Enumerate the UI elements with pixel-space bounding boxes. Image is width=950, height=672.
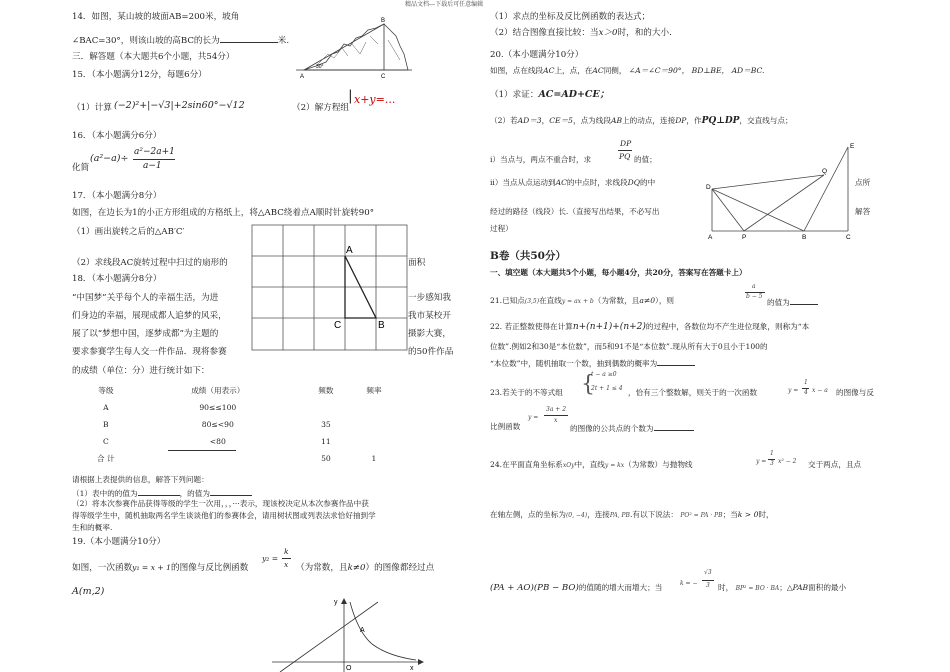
- q18-line5: 的成绩（单位：分）进行统计如下：: [72, 366, 210, 376]
- q23-fn2-den: x: [554, 417, 558, 424]
- rotation-grid: [252, 225, 408, 351]
- slope-figure: [296, 14, 414, 80]
- page-header: 精品文档---下载后可任意编辑: [405, 1, 484, 8]
- graph-label-o: O: [346, 665, 352, 672]
- q23-sys-1: t − a ≥0: [591, 371, 617, 378]
- q21-frac-num: a: [752, 283, 756, 290]
- q24-kval-num: √3: [704, 569, 712, 576]
- q20-ii-line2: 经过的路径（线段）长.（直接写出结果，不必写出: [490, 207, 660, 216]
- q23-fn-den: 4: [804, 389, 808, 396]
- table-cell: [134, 450, 302, 467]
- q24-par-post: x² − 2: [778, 458, 797, 465]
- fig-label-d: D: [706, 184, 711, 191]
- table-cell: 90≤≤100: [199, 403, 237, 412]
- q18-line4-end: 的50件作品: [408, 347, 454, 357]
- q16-expr: (a²−a)÷: [90, 153, 129, 164]
- q18-line2: 们身边的幸福，展现成都人追梦的风采，: [72, 311, 227, 321]
- grid-label-a: A: [346, 245, 353, 256]
- slope-label-c: C: [381, 74, 386, 80]
- q17-title: 17．（本小题满分8分）: [72, 191, 162, 201]
- grid-label-c: C: [334, 320, 342, 331]
- q24-line1-a: 24.在平面直角坐标系xOy中，直线y = kx（为常数）与抛物线: [490, 460, 693, 469]
- table-cell: [350, 416, 398, 433]
- q19-x: x: [284, 560, 289, 569]
- section-b1-title: 一、填空题（本大题共5个小题，每小题4分，共20分，答案写在答题卡上）: [490, 268, 747, 277]
- system-brace-icon: |: [348, 88, 353, 104]
- q23-text-a: 23.若关于的不等式组: [490, 388, 563, 397]
- q24-kval-pre: k = −: [680, 580, 698, 587]
- q18-line3: 展了以“梦想中国，逐梦成都”为主题的: [72, 329, 219, 339]
- fig-label-q: Q: [822, 168, 828, 175]
- q23-fn2-bar: [544, 415, 568, 416]
- q15-title: 15．（本小题满分12分，每题6分）: [72, 70, 207, 80]
- q19-point: A(m,2): [72, 586, 105, 597]
- q19-k: k: [284, 547, 289, 556]
- q20-i-den: PQ: [619, 152, 631, 161]
- q19-part2: （2）结合图像直接比较：当x＞0时，和的大小.: [490, 28, 672, 38]
- q23-blank: [654, 422, 694, 431]
- q21-text: 21.已知点(3,5)在直线y = ax + b（为常数，且a≠0），则: [490, 296, 675, 305]
- q21-frac-den: b − 5: [746, 293, 763, 300]
- part-b-title: B卷（共50分）: [490, 250, 566, 262]
- q16-fraction-bar: [133, 159, 175, 160]
- q22-blank: [657, 357, 695, 366]
- table-cell: C: [102, 437, 109, 446]
- table-header-cell: 频数: [318, 386, 334, 395]
- q22-line1: 22. 若正整数使得在计算n+(n+1)+(n+2)的过程中，各数位均不产生进位现象，则称为“本: [490, 322, 810, 332]
- q19-title: 19.（本小题满分10分）: [72, 537, 166, 547]
- q23-text-e: 的图像的公共点的个数为: [570, 422, 694, 433]
- q21-blank: [790, 296, 818, 305]
- fig-label-e: E: [850, 143, 855, 150]
- table-header-cell: 等级: [98, 386, 114, 395]
- table-cell: B: [103, 420, 109, 429]
- table-cell: 1: [371, 454, 377, 463]
- q23-text-c: 的图像与反: [836, 388, 874, 397]
- table-cell: A: [103, 403, 109, 412]
- q15-2-label: （2）解方程组: [292, 103, 350, 113]
- function-graph: [268, 596, 428, 672]
- q20-i: i）当点与，两点不重合时，求: [490, 155, 592, 164]
- slope-label-a: A: [300, 74, 305, 80]
- q20-title: 20.（本小题满分10分）: [490, 50, 584, 60]
- q18-after-1: 请根据上表提供的信息，解答下列问题：: [72, 475, 209, 484]
- q18-after-2: （1）表中的的值为 ，的值为: [72, 487, 252, 498]
- q20-ii-end: 点所: [855, 178, 871, 187]
- q17-part2-end: 面积: [408, 258, 426, 268]
- table-row: [78, 433, 398, 450]
- q24-kval-bar: [702, 580, 714, 581]
- q18-line4: 要求参赛学生每人交一件作品．现将参赛: [72, 347, 227, 357]
- q24-line2: 在轴左侧，点的坐标为(0, −4)，连接PA, PB.有以下说法： PO² = PA · PB；当k > 0时，: [490, 510, 774, 519]
- q17-part1: （1）画出旋转之后的△AB′C′: [72, 227, 185, 237]
- table-cell: <80: [209, 437, 226, 446]
- q18-line3-end: 摄影大赛，: [408, 329, 451, 339]
- section3-title: 三．解答题（本大题共6个小题，共54分）: [72, 52, 235, 62]
- score-table: [78, 382, 398, 467]
- table-row: [78, 399, 398, 416]
- fig-label-a: A: [708, 234, 713, 241]
- q23-fn-post: x − a: [812, 387, 828, 394]
- table-cell: 11: [321, 437, 331, 446]
- q19-text: 如图，一次函数y₁ = x + 1的图像与反比例函数: [72, 563, 249, 573]
- table-header-cell: 频率: [366, 386, 382, 395]
- q24-kval-den: 3: [706, 582, 710, 589]
- q15-1-label: （1）计算: [72, 103, 112, 113]
- q20-ii-end2: 解答: [855, 207, 871, 216]
- q22-line2: 位数”.例如2和30是“本位数”，而5和91不是“本位数”.现从所有大于0且小于100的: [490, 342, 768, 351]
- table-divider: [168, 450, 236, 451]
- grid-label-b: B: [378, 320, 385, 331]
- q18-after-4: 得等级学生中，随机抽取两名学生谈谈他们的参赛体会，请用树状图或列表法求恰好抽到学: [72, 511, 376, 520]
- q24-par-num: 1: [770, 450, 774, 457]
- q18-line2-end: 我市某校开: [408, 311, 451, 321]
- q20-part1: （1）求证：AC=AD+CE；: [490, 89, 610, 100]
- slope-label-angle: 30°: [316, 64, 324, 70]
- q20-text: 如图，点在线段AC上，点，在AC同侧， ∠A＝∠C＝90°， BD⊥BE， AD＝BC.: [490, 66, 765, 75]
- q20-ii-line3: 过程）: [490, 224, 513, 233]
- q16-label: 化简: [72, 163, 90, 173]
- q20-part2: （2）若AD＝3，CE＝5，点为线段AB上的动点，连接DP，作PQ⊥DP，交直线与点；: [490, 116, 793, 126]
- q16-title: 16．（本小题满分6分）: [72, 131, 162, 141]
- q20-ii: ii）当点从点运动到AC的中点时，求线段DQ的中: [490, 178, 656, 187]
- table-header-cell: 成绩（用表示）: [191, 386, 245, 395]
- brace-icon: {: [581, 372, 595, 397]
- q24-par-pre: y =: [756, 458, 767, 465]
- table-cell: 50: [321, 454, 331, 463]
- table-row-total: [78, 450, 398, 467]
- q23-text-b: ，恰有三个整数解，则关于的一次函数: [628, 388, 758, 397]
- table-cell: [302, 399, 350, 416]
- graph-label-a: A: [360, 627, 365, 634]
- q21-end: 的值为: [767, 296, 818, 307]
- q18-line1: “中国梦”关乎每个人的幸福生活，为进: [72, 293, 219, 303]
- q23-fn2-pre: y =: [528, 414, 539, 421]
- q20-i-num: DP: [620, 139, 632, 148]
- q24-par-den: 3: [770, 460, 774, 467]
- q24-line1-b: 交于两点，且点: [808, 460, 862, 469]
- q19-text-2: （为常数，且k≠0）的图像都经过点: [296, 563, 435, 573]
- q18-after-3: （2）将本次参赛作品获得等级的学生一次用，，，···表示，现该校决定从本次参赛作品中获: [72, 499, 369, 508]
- q18-line1-end: 一步感知我: [408, 293, 451, 303]
- table-cell: 80≤<90: [201, 420, 234, 429]
- table-header-row: [78, 382, 398, 399]
- blank-line: [138, 487, 180, 496]
- q14-blank: [220, 34, 278, 43]
- q18-title: 18．（本小题满分8分）: [72, 274, 162, 284]
- table-row: [78, 416, 398, 433]
- q16-numerator: a²−2a+1: [134, 147, 175, 157]
- q17-text: 如图，在边长为1的小正方形组成的方格纸上，将△ABC绕着点A顺时针旋转90°: [72, 208, 374, 218]
- blank-line: [210, 487, 252, 496]
- q22-line3: “本位数”中，随机抽取一个数，抽到偶数的概率为: [490, 357, 695, 368]
- slope-label-b: B: [381, 18, 386, 24]
- q23-fn2-num: 3a + 2: [546, 406, 567, 413]
- q17-part2: （2）求线段AC旋转过程中扫过的扇形的: [72, 258, 228, 268]
- graph-label-x: x: [410, 665, 414, 672]
- q23-fn-pre: y =: [788, 387, 799, 394]
- equation-system-glyph: x+y=...: [354, 93, 396, 106]
- q24-line3-a: (PA + AO)(PB − BO)的值随的增大而增大；当: [490, 583, 663, 593]
- q24-line3-b: 时， BP² = BO · BA；△PAB面积的最小: [718, 583, 847, 592]
- fig-label-p: P: [742, 234, 747, 241]
- table-cell: [350, 433, 398, 450]
- fig-label-c: C: [846, 234, 851, 241]
- fig-label-b: B: [802, 234, 807, 241]
- q16-denominator: a−1: [143, 161, 162, 171]
- table-cell: [350, 399, 398, 416]
- q23-text-d: 比例函数: [490, 422, 521, 431]
- q20-i-end: 的值；: [634, 155, 657, 164]
- q14-line1: 14．如图，某山坡的坡面AB=200米，坡角: [72, 12, 240, 22]
- q19-frac-bar: [282, 558, 291, 559]
- q20-i-frac-bar: [618, 150, 632, 151]
- q19-f2: y₂ =: [262, 554, 279, 563]
- q18-after-5: 生和的概率.: [72, 523, 113, 532]
- q15-1-expr: (−2)²+|−√3|+2sin60°−√12: [114, 100, 245, 111]
- q23-fn-num: 1: [804, 379, 808, 386]
- q23-sys-2: 2t + 1 ≤ 4: [591, 385, 623, 392]
- q14-line2: ∠BAC=30°，则该山坡的高BC的长为 米.: [72, 36, 290, 46]
- q20-figure: [706, 141, 854, 241]
- q19-part1: （1）求点的坐标及反比例函数的表达式；: [490, 12, 651, 22]
- graph-label-y: y: [334, 599, 338, 606]
- table-cell: 35: [321, 420, 331, 429]
- table-cell: 合 计: [97, 454, 115, 463]
